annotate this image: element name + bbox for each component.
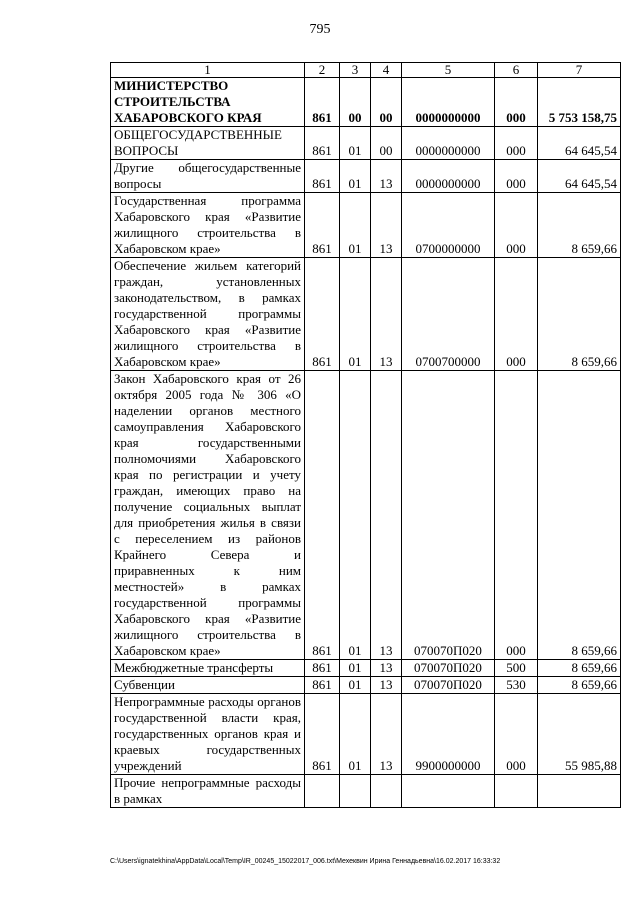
- header-cell-6: 6: [495, 63, 538, 78]
- row-name: Государственная программа Хабаровского края «Развитие жилищного строительства в Хабаровском крае»: [111, 193, 305, 258]
- table-row: [111, 78, 621, 127]
- cell-section: 01: [340, 193, 371, 258]
- cell-target-article: 9900000000: [402, 694, 495, 775]
- row-name: Межбюджетные трансферты: [111, 660, 305, 677]
- table-row: [111, 160, 621, 193]
- cell-subsection: [371, 775, 402, 808]
- cell-target-article: 0700700000: [402, 258, 495, 371]
- cell-amount: 64 645,54: [538, 127, 621, 160]
- cell-target-article: 070070П020: [402, 677, 495, 694]
- cell-section: 01: [340, 127, 371, 160]
- table-row: [111, 660, 621, 677]
- cell-ministry-code: 861: [305, 160, 340, 193]
- cell-amount: 8 659,66: [538, 258, 621, 371]
- table-row: [111, 775, 621, 808]
- cell-ministry-code: 861: [305, 127, 340, 160]
- cell-target-article: 0000000000: [402, 160, 495, 193]
- row-name: МИНИСТЕРСТВО СТРОИТЕЛЬСТВА ХАБАРОВСКОГО КРАЯ: [111, 78, 305, 127]
- table-row: [111, 193, 621, 258]
- header-cell-2: 2: [305, 63, 340, 78]
- cell-target-article: 070070П020: [402, 660, 495, 677]
- header-cell-1: 1: [111, 63, 305, 78]
- cell-amount: 8 659,66: [538, 371, 621, 660]
- cell-subsection: 13: [371, 660, 402, 677]
- cell-section: 01: [340, 258, 371, 371]
- header-cell-5: 5: [402, 63, 495, 78]
- table-row: [111, 694, 621, 775]
- header-cell-3: 3: [340, 63, 371, 78]
- table-header-row: [111, 63, 621, 78]
- cell-subsection: 13: [371, 371, 402, 660]
- cell-section: 01: [340, 694, 371, 775]
- cell-expense-type: 000: [495, 160, 538, 193]
- header-cell-7: 7: [538, 63, 621, 78]
- cell-target-article: 070070П020: [402, 371, 495, 660]
- table-row: [111, 371, 621, 660]
- row-name: Обеспечение жильем категорий граждан, установленных законодательством, в рамках государственной программы Хабаровского края «Развитие жилищного строительства в Хабаровском крае»: [111, 258, 305, 371]
- cell-ministry-code: [305, 775, 340, 808]
- cell-subsection: 13: [371, 258, 402, 371]
- cell-ministry-code: 861: [305, 258, 340, 371]
- cell-ministry-code: 861: [305, 78, 340, 127]
- cell-expense-type: 000: [495, 694, 538, 775]
- cell-subsection: 00: [371, 127, 402, 160]
- cell-amount: 55 985,88: [538, 694, 621, 775]
- cell-target-article: [402, 775, 495, 808]
- cell-expense-type: 500: [495, 660, 538, 677]
- cell-expense-type: 000: [495, 193, 538, 258]
- cell-section: 01: [340, 371, 371, 660]
- cell-section: [340, 775, 371, 808]
- row-name: ОБЩЕГОСУДАРСТВЕННЫЕ ВОПРОСЫ: [111, 127, 305, 160]
- cell-target-article: 0000000000: [402, 78, 495, 127]
- cell-amount: 64 645,54: [538, 160, 621, 193]
- cell-ministry-code: 861: [305, 660, 340, 677]
- table-row: [111, 258, 621, 371]
- cell-section: 01: [340, 160, 371, 193]
- cell-target-article: 0000000000: [402, 127, 495, 160]
- cell-subsection: 13: [371, 677, 402, 694]
- cell-amount: 5 753 158,75: [538, 78, 621, 127]
- file-path-footer: C:\Users\ignatekhina\AppData\Local\Temp\IR_00245_15022017_006.txt\Мехеквин Ирина Геннадьевна\16.02.2017 16:33:32: [110, 858, 501, 865]
- row-name: Прочие непрограммные расходы в рамках: [111, 775, 305, 808]
- cell-expense-type: [495, 775, 538, 808]
- cell-section: 00: [340, 78, 371, 127]
- cell-expense-type: 530: [495, 677, 538, 694]
- cell-subsection: 13: [371, 160, 402, 193]
- budget-table: [110, 62, 621, 808]
- cell-expense-type: 000: [495, 78, 538, 127]
- cell-subsection: 13: [371, 694, 402, 775]
- cell-ministry-code: 861: [305, 677, 340, 694]
- cell-ministry-code: 861: [305, 694, 340, 775]
- row-name: Непрограммные расходы органов государственной власти края, государственных органов края и краевых государственных учреждений: [111, 694, 305, 775]
- cell-section: 01: [340, 660, 371, 677]
- table-row: [111, 677, 621, 694]
- cell-section: 01: [340, 677, 371, 694]
- cell-subsection: 00: [371, 78, 402, 127]
- cell-expense-type: 000: [495, 127, 538, 160]
- header-cell-4: 4: [371, 63, 402, 78]
- row-name: Другие общегосударственные вопросы: [111, 160, 305, 193]
- cell-expense-type: 000: [495, 258, 538, 371]
- cell-amount: 8 659,66: [538, 677, 621, 694]
- cell-subsection: 13: [371, 193, 402, 258]
- row-name: Субвенции: [111, 677, 305, 694]
- row-name: Закон Хабаровского края от 26 октября 2005 года № 306 «О наделении органов местного самоуправления Хабаровского края государственными полномочиями Хабаровского края по регистрации и учету граждан, имеющих право на получение социальных выплат для приобретения жилья в связи с переселением из районов Крайнего Севера и приравненных к ним местностей» в рамках государственной программы Хабаровского края «Развитие жилищного строительства в Хабаровском крае»: [111, 371, 305, 660]
- table-row: [111, 127, 621, 160]
- cell-ministry-code: 861: [305, 371, 340, 660]
- cell-amount: 8 659,66: [538, 660, 621, 677]
- cell-target-article: 0700000000: [402, 193, 495, 258]
- page-number: 795: [309, 22, 331, 37]
- cell-amount: 8 659,66: [538, 193, 621, 258]
- cell-amount: [538, 775, 621, 808]
- cell-expense-type: 000: [495, 371, 538, 660]
- cell-ministry-code: 861: [305, 193, 340, 258]
